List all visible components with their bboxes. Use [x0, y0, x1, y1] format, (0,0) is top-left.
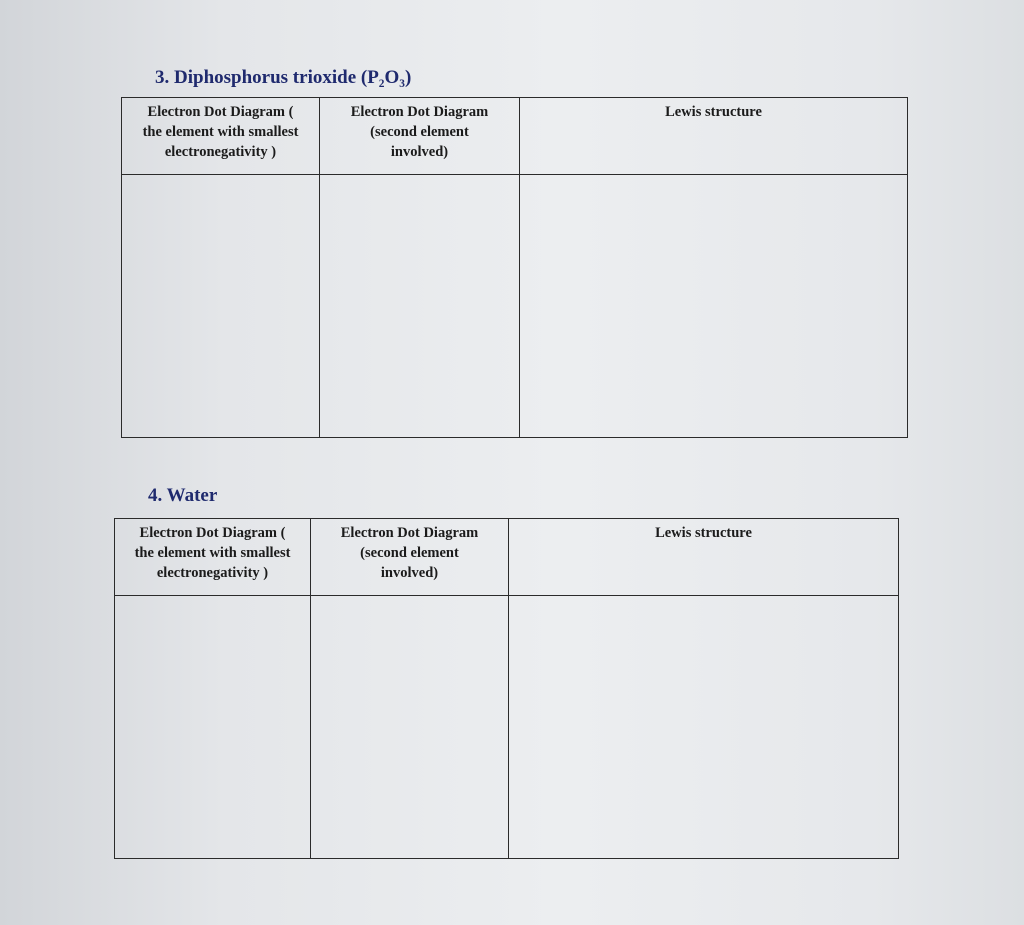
header-line: the element with smallest	[142, 124, 299, 140]
header-line: involved)	[390, 144, 449, 160]
header-line: Electron Dot Diagram (	[139, 525, 286, 541]
header-line: involved)	[380, 565, 439, 581]
header-line: Lewis structure	[665, 104, 762, 120]
header-line: Electron Dot Diagram	[340, 525, 479, 541]
question-4-table	[114, 518, 899, 859]
answer-cell-electron-dot-second[interactable]	[311, 596, 509, 859]
answer-cell-lewis-structure[interactable]	[509, 596, 899, 859]
column-header-lewis-structure	[520, 98, 908, 175]
header-line: electronegativity )	[156, 565, 269, 581]
answer-cell-lewis-structure[interactable]	[520, 175, 908, 438]
answer-cell-electron-dot-second[interactable]	[320, 175, 520, 438]
header-line: Electron Dot Diagram	[350, 104, 489, 120]
column-header-electron-dot-second	[311, 519, 509, 596]
answer-cell-electron-dot-first[interactable]	[122, 175, 320, 438]
header-line: Lewis structure	[655, 525, 752, 541]
table-answer-row	[115, 596, 899, 859]
header-line: Electron Dot Diagram (	[147, 104, 294, 120]
column-header-electron-dot-second	[320, 98, 520, 175]
question-3-table	[121, 97, 908, 438]
header-line: (second element	[360, 545, 459, 561]
table-answer-row	[122, 175, 908, 438]
column-header-electron-dot-first	[122, 98, 320, 175]
table-header-row	[115, 519, 899, 596]
header-line: (second element	[370, 124, 469, 140]
header-line: electronegativity )	[164, 144, 277, 160]
column-header-electron-dot-first	[115, 519, 311, 596]
column-header-lewis-structure	[509, 519, 899, 596]
header-line: the element with smallest	[134, 545, 291, 561]
question-4-title: 4. Water	[148, 485, 218, 506]
question-3-title: 3. Diphosphorus trioxide (P₂O₃)	[155, 67, 412, 88]
answer-cell-electron-dot-first[interactable]	[115, 596, 311, 859]
table-header-row	[122, 98, 908, 175]
